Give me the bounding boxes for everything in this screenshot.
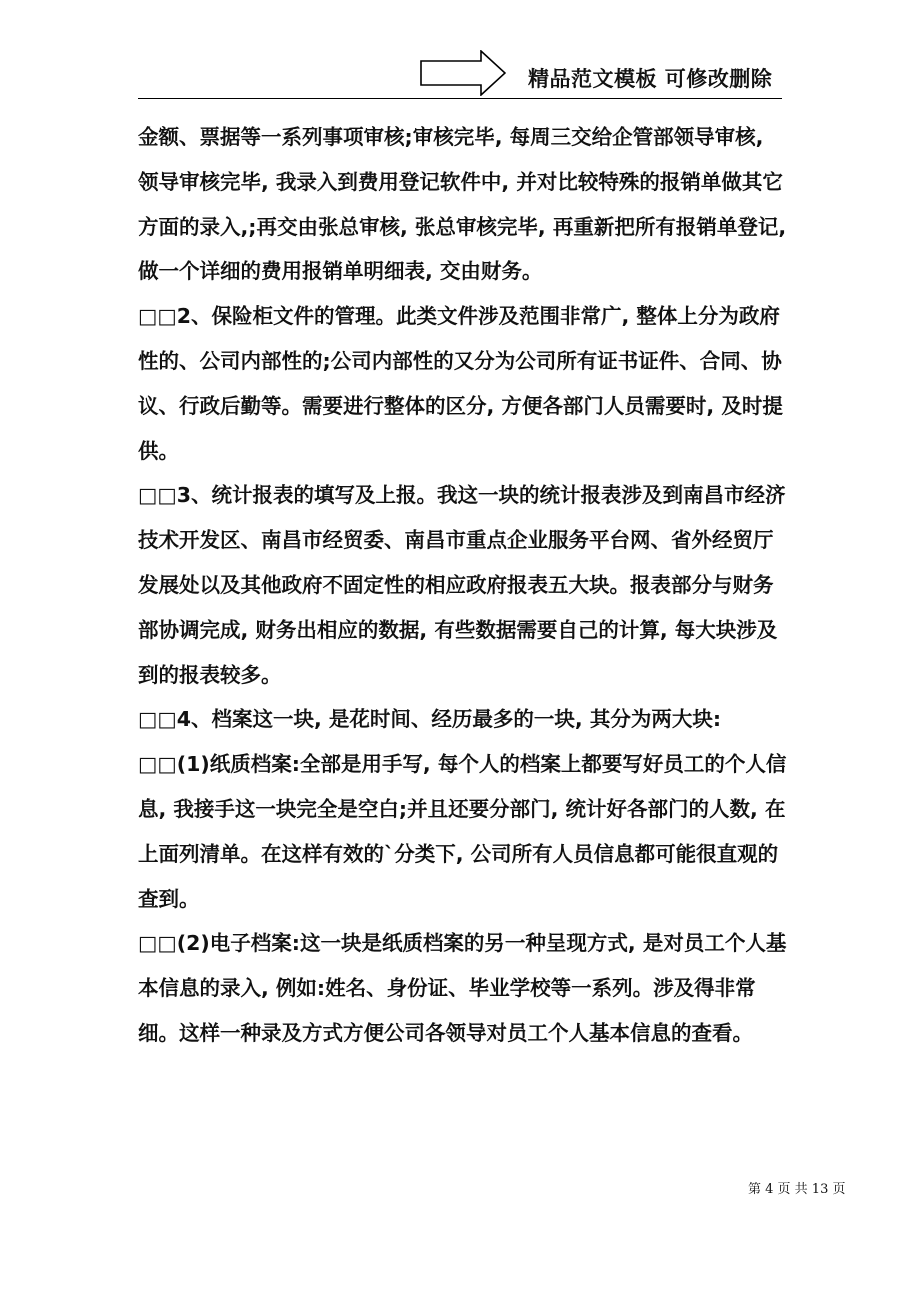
document-body — [138, 115, 788, 1056]
paragraph-review-process: 金额、票据等一系列事项审核;审核完毕, 每周三交给企管部领导审核, 领导审核完毕, 我录入到费用登记软件中, 并对比较特殊的报销单做其它方面的录入,;再交由张总审核, 张总审核完毕, 再重新把所有报销单登记, 做一个详细的费用报销单明细表, 交由财务。 — [138, 125, 787, 284]
header-title: 精品范文模板 可修改删除 — [528, 67, 773, 91]
paragraph-archives: □□4、档案这一块, 是花时间、经历最多的一块, 其分为两大块: — [138, 707, 722, 732]
header-divider — [138, 98, 782, 99]
paragraph-safe-files: □□2、保险柜文件的管理。此类文件涉及范围非常广, 整体上分为政府性的、公司内部性的;公司内部性的又分为公司所有证书证件、合同、协议、行政后勤等。需要进行整体的区分, 方便各部门人员需要时, 及时提供。 — [138, 304, 783, 463]
paragraph-paper-archives: □□(1)纸质档案:全部是用手写, 每个人的档案上都要写好员工的个人信息, 我接手这一块完全是空白;并且还要分部门, 统计好各部门的人数, 在上面列清单。在这样有效的`分类下, 公司所有人员信息都可能很直观的查到。 — [138, 752, 787, 911]
arrow-icon — [420, 50, 506, 96]
paragraph-electronic-archives: □□(2)电子档案:这一块是纸质档案的另一种呈现方式, 是对员工个人基本信息的录入, 例如:姓名、身份证、毕业学校等一系列。涉及得非常细。这样一种录及方式方便公司各领导对员工个人基本信息的查看。 — [138, 931, 787, 1045]
page-number: 第 4 页 共 13 页 — [748, 1182, 846, 1197]
paragraph-statistics-reports: □□3、统计报表的填写及上报。我这一块的统计报表涉及到南昌市经济技术开发区、南昌市经贸委、南昌市重点企业服务平台网、省外经贸厅发展处以及其他政府不固定性的相应政府报表五大块。报表部分与财务部协调完成, 财务出相应的数据, 有些数据需要自己的计算, 每大块涉及到的报表较多。 — [138, 483, 786, 687]
